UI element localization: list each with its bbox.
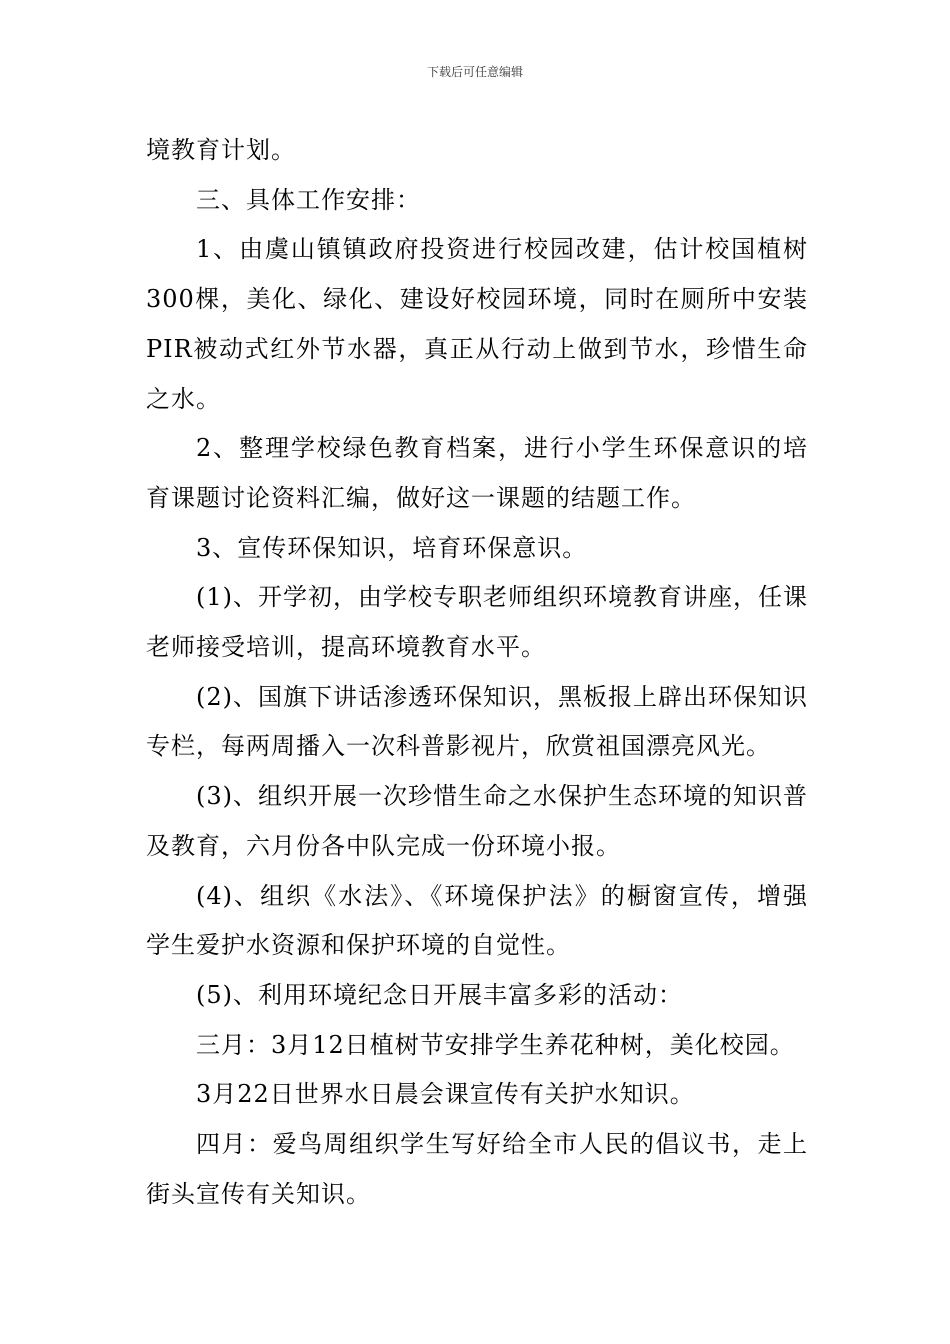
paragraph-subitem-5: (5)、利用环境纪念日开展丰富多彩的活动： (196, 980, 683, 1009)
paragraph-continuation: 境教育计划。 (146, 136, 296, 164)
paragraph-april: 四月：爱鸟周组织学生写好给全市人民的倡议书，走上街头宣传有关知识。 (146, 1130, 808, 1208)
page-header: 下载后可任意编辑 (426, 65, 523, 79)
paragraph-march-2: 3月22日世界水日晨会课宣传有关护水知识。 (196, 1080, 695, 1109)
paragraph-subitem-4: (4)、组织《水法》、《环境保护法》的橱窗宣传，增强学生爱护水资源和保护环境的自觉性。 (146, 881, 808, 960)
paragraph-item-3: 3、宣传环保知识，培育环保意识。 (196, 533, 588, 562)
paragraph-march-1: 三月：3月12日植树节安排学生养花种树，美化校园。 (196, 1030, 795, 1059)
paragraph-item-1: 1、由虞山镇镇政府投资进行校园改建，估计校国植树300棵，美化、绿化、建设好校园环境，同时在厕所中安装PIR被动式红外节水器，真正从行动上做到节水，珍惜生命之水。 (146, 235, 808, 413)
section-heading: 三、具体工作安排： (196, 185, 421, 214)
paragraph-item-2: 2、整理学校绿色教育档案，进行小学生环保意识的培育课题讨论资料汇编，做好这一课题的结题工作。 (146, 434, 808, 512)
paragraph-subitem-1: (1)、开学初，由学校专职老师组织环境教育讲座，任课老师接受培训，提高环境教育水平。 (146, 583, 808, 662)
paragraph-subitem-2: (2)、国旗下讲话渗透环保知识，黑板报上辟出环保知识专栏，每两周播入一次科普影视片，欣赏祖国漂亮风光。 (146, 682, 808, 761)
document-body (146, 126, 808, 1219)
paragraph-subitem-3: (3)、组织开展一次珍惜生命之水保护生态环境的知识普及教育，六月份各中队完成一份环境小报。 (146, 782, 808, 860)
